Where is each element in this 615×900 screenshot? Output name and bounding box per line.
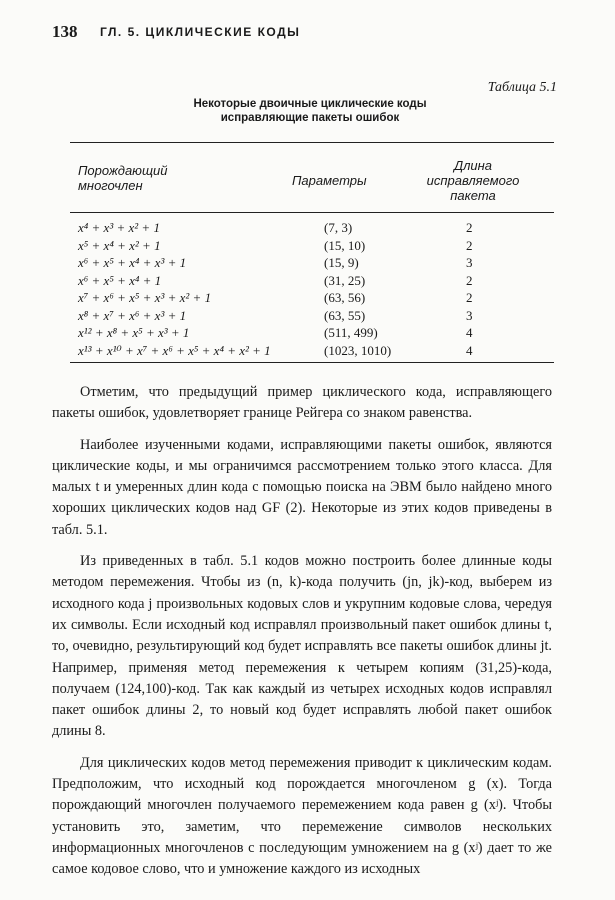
row-polynomial: x⁶ + x⁵ + x⁴ + x³ + 1 xyxy=(78,255,187,270)
table-row xyxy=(70,255,554,273)
row-burst-length: 2 xyxy=(466,290,473,305)
column-header-parameters: Параметры xyxy=(292,173,367,188)
row-burst-length: 3 xyxy=(466,255,473,270)
row-burst-length: 2 xyxy=(466,272,473,288)
table-row xyxy=(70,273,554,291)
paragraph: Для циклических кодов метод перемежения приводит к циклическим кодам. Предположим, что исходный код порождается многочленом g (x). Тогда порождающий многочлен получаемого перемежением кода равен g (xʲ). Чтобы установить это, заметим, что перемежение символов нескольких информационных многочленов с последующим умножением на g (xʲ) дает то же самое кодовое слово, что и умножение каждого из исходных xyxy=(52,754,552,878)
row-burst-length: 2 xyxy=(466,220,473,235)
row-polynomial: x¹² + x⁸ + x⁵ + x³ + 1 xyxy=(78,325,190,340)
column-header-burst-length: Длина исправляемого пакета xyxy=(426,158,520,203)
row-parameters: (7, 3) xyxy=(324,220,353,235)
table-row xyxy=(70,238,554,256)
table-caption xyxy=(130,97,490,125)
column-header-generator: Порождающий многочлен xyxy=(78,163,168,193)
row-parameters: (31, 25) xyxy=(324,272,366,288)
page-number: 138 xyxy=(52,22,78,41)
row-parameters: (63, 55) xyxy=(324,307,366,323)
table-row xyxy=(70,308,554,326)
running-title: ГЛ. 5. ЦИКЛИЧЕСКИЕ КОДЫ xyxy=(100,25,301,39)
row-parameters: (1023, 1010) xyxy=(324,342,392,358)
row-polynomial: x⁷ + x⁶ + x⁵ + x³ + x² + 1 xyxy=(78,290,212,305)
row-burst-length: 4 xyxy=(466,325,473,340)
page-header xyxy=(52,22,572,46)
row-polynomial: x⁴ + x³ + x² + 1 xyxy=(78,220,160,235)
row-burst-length: 4 xyxy=(466,342,473,358)
row-burst-length: 3 xyxy=(466,307,473,323)
paragraph: Из приведенных в табл. 5.1 кодов можно построить более длинные коды методом перемежения. Чтобы из (n, k)-кода получить (jn, jk)-код, выберем из исходного кода j произвольных кодовых слов и укрупним кодовые слова, чередуя их символы. Если исходный код исправлял произвольный пакет ошибок длины t, то, очевидно, результирующий код будет исправлять все пакеты ошибок длины jt. Например, применяя метод перемежения к четырем копиям (31,25)-кода, получаем (124,100)-код. Так как каждый из четырех исходных кодов исправлял пакет ошибок длины 2, то новый код будет исправлять любой пакет ошибок длины 8. xyxy=(52,553,552,740)
table-row xyxy=(70,325,554,343)
table-body xyxy=(70,220,554,360)
row-burst-length: 2 xyxy=(466,237,473,253)
table-top-rule xyxy=(70,142,554,143)
table-row xyxy=(70,343,554,361)
row-polynomial: x¹³ + x¹⁰ + x⁷ + x⁶ + x⁵ + x⁴ + x² + 1 xyxy=(78,342,271,358)
table-label: Таблица 5.1 xyxy=(487,80,557,95)
table-bottom-rule xyxy=(70,362,554,363)
paragraph: Отметим, что предыдущий пример циклического кода, исправляющего пакеты ошибок, удовлетворяет границе Рейгера со знаком равенства. xyxy=(52,384,552,422)
row-parameters: (15, 10) xyxy=(324,237,366,253)
row-parameters: (15, 9) xyxy=(324,255,359,270)
table-caption-line1: Некоторые двоичные циклические коды xyxy=(193,98,427,110)
row-parameters: (63, 56) xyxy=(324,290,366,305)
table-header-rule xyxy=(70,212,554,213)
row-polynomial: x⁸ + x⁷ + x⁶ + x³ + 1 xyxy=(78,307,187,323)
body-text xyxy=(52,382,552,891)
table-row xyxy=(70,290,554,308)
row-polynomial: x⁵ + x⁴ + x² + 1 xyxy=(78,237,161,253)
row-parameters: (511, 499) xyxy=(324,325,378,340)
table-caption-line2: исправляющие пакеты ошибок xyxy=(220,112,400,124)
table-row xyxy=(70,220,554,238)
row-polynomial: x⁶ + x⁵ + x⁴ + 1 xyxy=(78,272,162,288)
paragraph: Наиболее изученными кодами, исправляющими пакеты ошибок, являются циклические коды, и мы ограничимся рассмотрением только этого класса. Для малых t и умеренных длин кода с помощью поиска на ЭВМ было найдено много хороших циклических кодов над GF (2). Некоторые из этих кодов приведены в табл. 5.1. xyxy=(52,436,552,538)
